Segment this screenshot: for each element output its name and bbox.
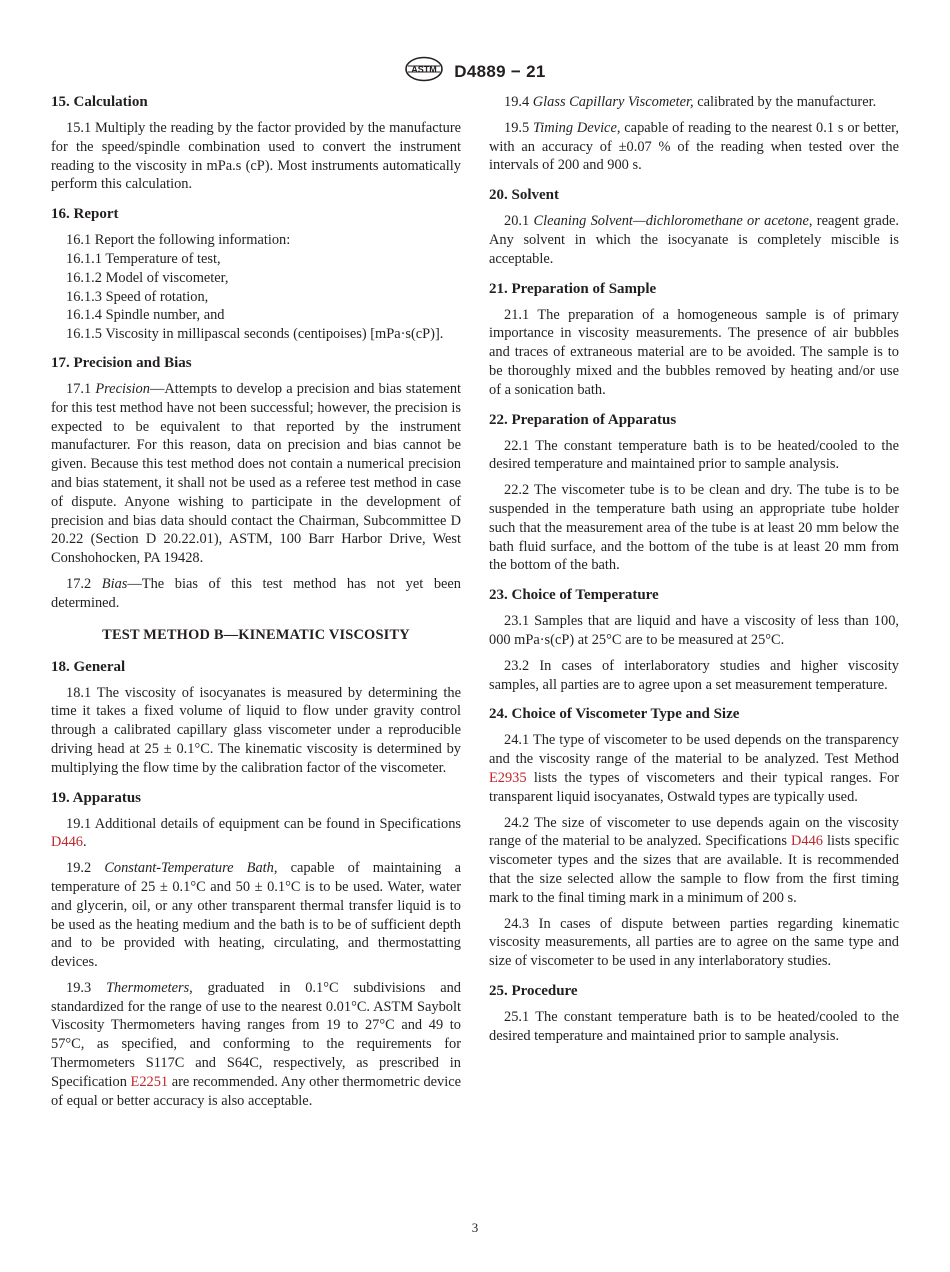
paragraph-17-1: 17.1 Precision—Attempts to develop a precision and bias statement for this test method have not been successful; however, the precision is expected to be equivalent to that reported by the instrument manufacturer. For this reason, data on precision and bias cannot be given. Because this test method does not contain a numerical precision and bias statement, it shall not be used as a referee test method in case of dispute. Anyone wishing to participate in the development of precision and bias data should contact the Chairman, Subcommittee D 20.22 (Section D 20.22.01), ASTM, 100 Barr Harbor Drive, West Conshohocken, PA 19428. xyxy=(51,380,462,567)
page-header xyxy=(0,56,950,84)
paragraph-24-1: 24.1 The type of viscometer to be used depends on the transparency and the viscosity range of the material to be analyzed. Test Method E2935 lists the types of viscometers and their typical ranges. For transparent liquid isocyanates, Ostwald types are typically used. xyxy=(489,732,899,805)
section-21-heading: 21. Preparation of Sample xyxy=(489,280,657,297)
paragraph-25-1: 25.1 The constant temperature bath is to be heated/cooled to the desired temperature and maintained prior to sample analysis. xyxy=(489,1008,899,1044)
e2935-link[interactable]: E2935 xyxy=(489,769,527,786)
astm-logo-icon xyxy=(404,56,444,87)
test-method-b-title: TEST METHOD B—KINEMATIC VISCOSITY xyxy=(102,626,410,643)
paragraph-19-5: 19.5 Timing Device, capable of reading to the nearest 0.1 s or better, with an accuracy of ±0.07 % of the reading when tested over the intervals of 200 and 900 s. xyxy=(489,119,899,174)
paragraph-23-1: 23.1 Samples that are liquid and have a viscosity of less than 100, 000 mPa·s(cP) at 25°C are to be measured at 25°C. xyxy=(489,613,899,648)
paragraph-19-4: 19.4 Glass Capillary Viscometer, calibrated by the manufacturer. xyxy=(504,94,877,110)
svg-text:ASTM: ASTM xyxy=(411,64,438,75)
paragraph-17-2: 17.2 Bias—The bias of this test method has not yet been determined. xyxy=(51,575,462,611)
paragraph-23-2: 23.2 In cases of interlaboratory studies and higher viscosity samples, all parties are to agree upon a set measurement temperature. xyxy=(489,657,899,693)
paragraph-24-2: 24.2 The size of viscometer to use depends again on the viscosity range of the material to be analyzed. Specifications D446 lists specific viscometer types and the sizes that are available. It is recommended that the size selected allow the sample to flow from the first timing mark to the final timing mark in a minimum of 200 s. xyxy=(489,814,899,906)
section-22-heading: 22. Preparation of Apparatus xyxy=(489,411,677,428)
d446-link[interactable]: D446 xyxy=(51,834,83,851)
left-column xyxy=(51,93,461,1117)
section-17-heading: 17. Precision and Bias xyxy=(51,354,192,371)
list-item: 16.1.1 Temperature of test, xyxy=(66,250,221,267)
paragraph-19-1: 19.1 Additional details of equipment can be found in Specifications D446. xyxy=(51,815,461,851)
paragraph-18-1: 18.1 The viscosity of isocyanates is measured by determining the time it takes a fixed volume of liquid to flow under gravity control through a calibrated capillary glass viscometer under a reproducible driving head at 25 ± 0.1°C. The kinematic viscosity is determined by multiplying the flow time by the calibration factor of the viscometer. xyxy=(51,684,461,776)
list-item: 16.1.2 Model of viscometer, xyxy=(66,269,229,286)
section-19-heading: 19. Apparatus xyxy=(51,789,142,806)
paragraph-19-3: 19.3 Thermometers, graduated in 0.1°C subdivisions and standardized for the range of use to the nearest 0.01°C. ASTM Saybolt Viscosity Thermometers having ranges from 19 to 27°C and 49 to 57°C, as specified, and conforming to the requirements for Thermometers S117C and S64C, respectively, as prescribed in Specification E2251 are recommended. Any other thermometric device of equal or better accuracy is also acceptable. xyxy=(51,979,461,1109)
e2251-link[interactable]: E2251 xyxy=(130,1073,169,1090)
section-24-heading: 24. Choice of Viscometer Type and Size xyxy=(489,706,740,723)
list-item: 16.1.3 Speed of rotation, xyxy=(66,288,209,305)
document-designation: D4889 − 21 xyxy=(454,61,546,81)
paragraph-22-2: 22.2 The viscometer tube is to be clean and dry. The tube is to be suspended in the temperature bath using an appropriate tube holder such that the measurement area of the tube is at least 20 mm below the bath fluid surface, and the bottom of the tube is at least 20 mm from the bottom of the bath. xyxy=(489,482,899,574)
paragraph-21-1: 21.1 The preparation of a homogeneous sample is of primary importance in viscosity measurements. The presence of air bubbles and traces of extraneous material are to be avoided. The sample is to be thoroughly mixed and the bubbles removed by heating and/or use of a sonication bath. xyxy=(489,306,899,398)
section-23-heading: 23. Choice of Temperature xyxy=(489,587,659,604)
paragraph-16-1: 16.1 Report the following information: xyxy=(66,232,291,249)
section-18-heading: 18. General xyxy=(51,658,126,675)
section-25-heading: 25. Procedure xyxy=(489,982,578,999)
d446-link[interactable]: D446 xyxy=(791,833,823,850)
section-15-heading: 15. Calculation xyxy=(51,94,148,110)
list-item: 16.1.5 Viscosity in millipascal seconds (centipoises) [mPa·s(cP)]. xyxy=(66,326,444,343)
section-16-heading: 16. Report xyxy=(51,206,119,223)
list-item: 16.1.4 Spindle number, and xyxy=(66,307,225,324)
paragraph-24-3: 24.3 In cases of dispute between parties regarding kinematic viscosity measurements, all parties are to agree on the same type and size of viscometer to be used in any interlaboratory studies. xyxy=(489,915,899,970)
paragraph-22-1: 22.1 The constant temperature bath is to be heated/cooled to the desired temperature and maintained prior to sample analysis. xyxy=(489,437,899,473)
page-number: 3 xyxy=(471,1220,479,1235)
paragraph-20-1: 20.1 Cleaning Solvent—dichloromethane or acetone, reagent grade. Any solvent in which the isocyanate is completely miscible is acceptable. xyxy=(489,213,899,267)
right-column xyxy=(489,93,899,1052)
section-20-heading: 20. Solvent xyxy=(489,187,560,204)
paragraph-19-2: 19.2 Constant-Temperature Bath, capable of maintaining a temperature of 25 ± 0.1°C and 50 ± 0.1°C is to be used. Water, water and glycerin, oil, or any other transparent thermal transfer liquid is to be used as the heating medium and the bath is to be of sufficient depth and to be provided with heating, circulating, and thermostatting devices. xyxy=(51,860,461,971)
paragraph-15-1: 15.1 Multiply the reading by the factor provided by the manufacture for the speed/spindle combination used to convert the instrument reading to the viscosity in mPa.s (cP). Most instruments automatically perform this calculation. xyxy=(51,120,461,193)
